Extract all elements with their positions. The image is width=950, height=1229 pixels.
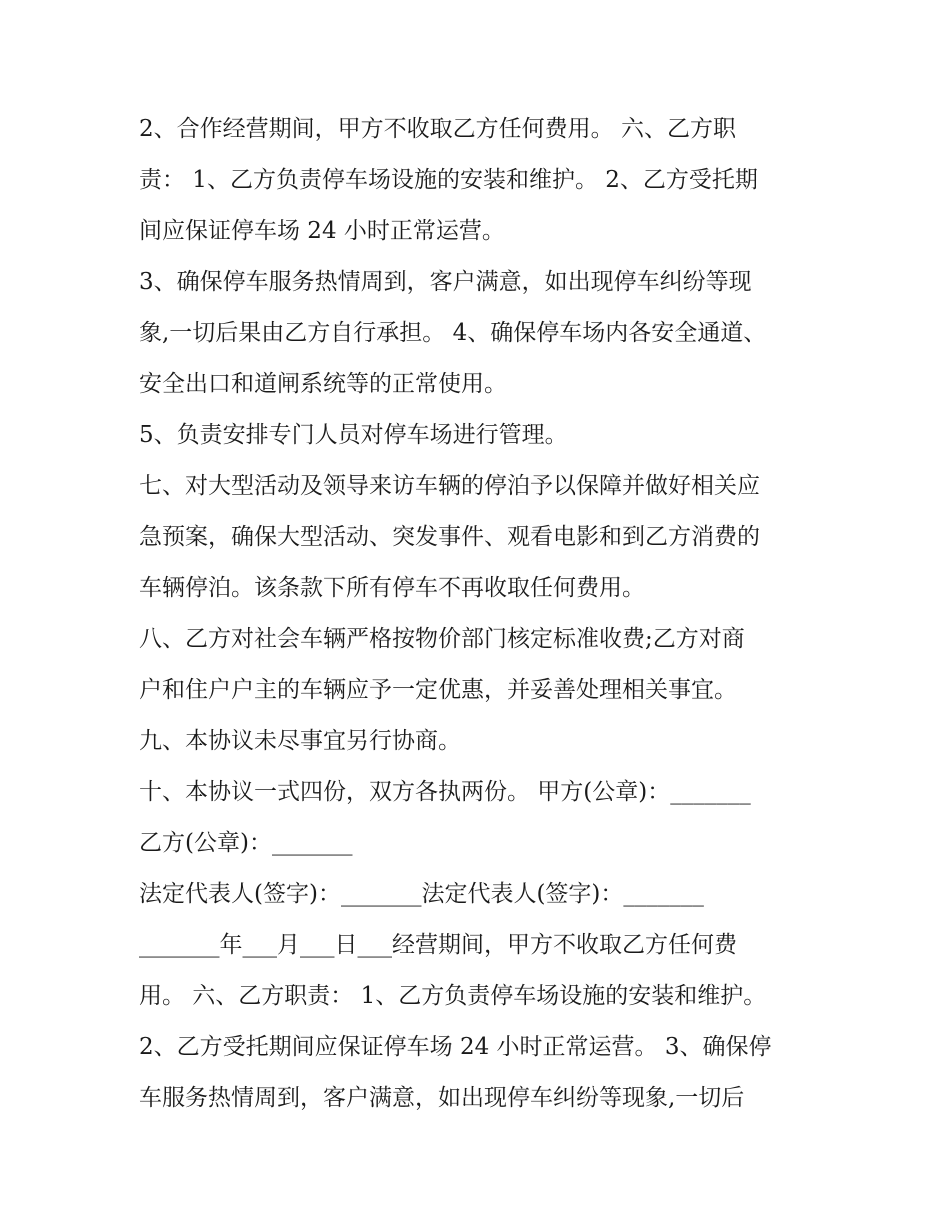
text-line: 户和住户户主的车辆应予一定优惠，并妥善处理相关事宜。 — [139, 677, 737, 703]
text-line: 九、本协议未尽事宜另行协商。 — [139, 728, 461, 754]
document-body — [139, 104, 819, 1124]
text-line: 用。 六、乙方职责： 1、乙方负责停车场设施的安装和维护。 — [139, 983, 767, 1009]
text-line: 车辆停泊。该条款下所有停车不再收取任何费用。 — [139, 575, 645, 601]
text-line: 间应保证停车场 24 小时正常运营。 — [139, 218, 505, 244]
text-line: 2、乙方受托期间应保证停车场 24 小时正常运营。 3、确保停 — [139, 1034, 772, 1060]
text-line: 2、合作经营期间，甲方不收取乙方任何费用。 六、乙方职 — [139, 116, 736, 142]
text-line: 急预案，确保大型活动、突发事件、观看电影和到乙方消费的 — [139, 524, 760, 550]
text-line: 八、乙方对社会车辆严格按物价部门核定标准收费;乙方对商 — [139, 626, 745, 652]
text-line: 5、负责安排专门人员对停车场进行管理。 — [139, 422, 568, 448]
text-line: 责： 1、乙方负责停车场设施的安装和维护。 2、乙方受托期 — [139, 167, 758, 193]
text-line: 安全出口和道闸系统等的正常使用。 — [139, 371, 507, 397]
text-line: 乙方(公章)：_______ — [139, 830, 353, 856]
text-line: 法定代表人(签字)：_______法定代表人(签字)：_______ — [139, 881, 704, 907]
text-line: 十、本协议一式四份，双方各执两份。 甲方(公章)：_______ — [139, 779, 751, 805]
text-line: 七、对大型活动及领导来访车辆的停泊予以保障并做好相关应 — [139, 473, 760, 499]
text-line: _______年___月___日___经营期间，甲方不收取乙方任何费 — [139, 932, 737, 958]
text-line: 象,一切后果由乙方自行承担。 4、确保停车场内各安全通道、 — [139, 320, 767, 346]
text-line: 3、确保停车服务热情周到，客户满意，如出现停车纠纷等现 — [139, 269, 752, 295]
text-line: 车服务热情周到，客户满意，如出现停车纠纷等现象,一切后 — [139, 1085, 745, 1111]
